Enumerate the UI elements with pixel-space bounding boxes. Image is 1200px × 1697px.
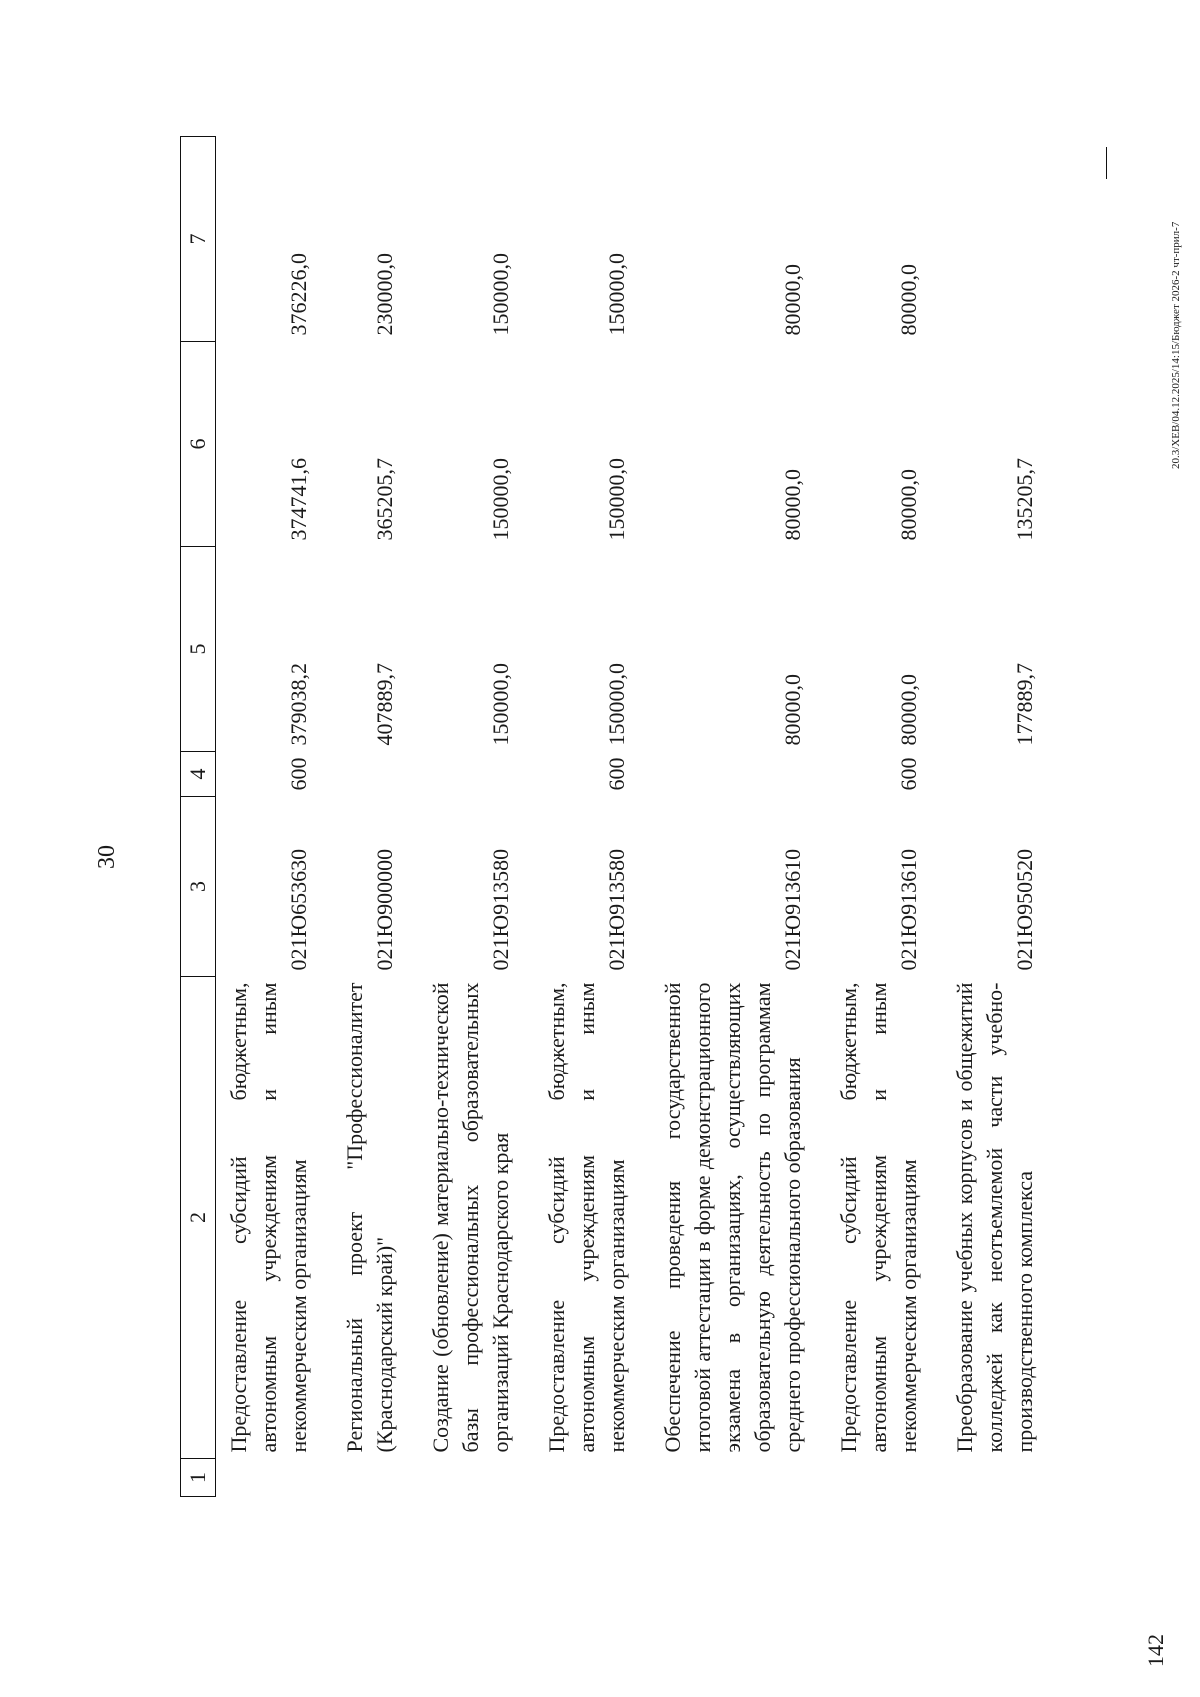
- row-value-2028: 80000,0: [896, 264, 921, 336]
- col-header-1: 1: [181, 1459, 216, 1497]
- row-number: [332, 1459, 418, 1497]
- row-number: [826, 1459, 942, 1497]
- col-header-4: 4: [181, 752, 216, 797]
- col-header-5: 5: [181, 547, 216, 752]
- row-number: [418, 1459, 534, 1497]
- sheet-number: 142: [1143, 1634, 1168, 1667]
- row-expense-type: [332, 752, 418, 797]
- row-description: Преобразование учебных корпусов и общежитий колледжей как неотъемлемой части учебно-производственного комплекса: [952, 982, 1037, 1453]
- row-expense-type: [650, 752, 826, 797]
- row-number: [650, 1459, 826, 1497]
- row-code: 021Ю913580: [604, 848, 629, 971]
- row-value-2026: 407889,7: [372, 663, 397, 746]
- col-header-3: 3: [181, 797, 216, 977]
- row-description: Предоставление субсидий бюджетным, автономным учреждениям и иным некоммерческим организациям: [226, 982, 311, 1453]
- row-description: Региональный проект "Профессионалитет (Краснодарский край)": [342, 982, 397, 1453]
- row-value-2026: 177889,7: [1012, 663, 1037, 746]
- row-expense-type: 600: [604, 757, 629, 791]
- row-value-2028: 150000,0: [604, 253, 629, 336]
- row-code: 021Ю653630: [286, 848, 311, 971]
- table-row: [418, 137, 534, 1497]
- row-expense-type: [942, 752, 1058, 797]
- col-header-6: 6: [181, 342, 216, 547]
- row-value-2028: 376226,0: [286, 253, 311, 336]
- row-value-2028: [942, 137, 1058, 342]
- row-description: Создание (обновление) материально-технической базы профессиональных образовательных организаций Краснодарского края: [428, 982, 513, 1453]
- footer-code: 20.3/ХЕВ/04.12.2025/14:15/Бюджет 2026-2 чт-прил-7: [1170, 221, 1182, 469]
- budget-table: [180, 136, 1058, 1497]
- row-description: Предоставление субсидий бюджетным, автономным учреждениям и иным некоммерческим организациям: [836, 982, 921, 1453]
- row-expense-type: 600: [896, 757, 921, 791]
- row-value-2026: 150000,0: [604, 663, 629, 746]
- table-row: [332, 137, 418, 1497]
- row-code: 021Ю913580: [488, 848, 513, 971]
- row-value-2027: 150000,0: [488, 458, 513, 541]
- table-row: [216, 137, 333, 1497]
- row-value-2026: 379038,2: [286, 663, 311, 746]
- row-code: 021Ю900000: [372, 848, 397, 971]
- row-value-2028: 150000,0: [488, 253, 513, 336]
- page-number: 30: [94, 845, 120, 869]
- row-number: [534, 1459, 650, 1497]
- row-code: 021Ю950520: [1012, 848, 1037, 971]
- table-row: [650, 137, 826, 1497]
- table-row: [942, 137, 1058, 1497]
- row-value-2028: 80000,0: [780, 264, 805, 336]
- row-value-2026: 150000,0: [488, 663, 513, 746]
- header-row: [181, 137, 216, 1497]
- row-expense-type: 600: [286, 757, 311, 791]
- table-row: [826, 137, 942, 1497]
- empty-value-dash: [1106, 147, 1107, 179]
- table-row: [534, 137, 650, 1497]
- row-value-2027: 135205,7: [1012, 458, 1037, 541]
- row-value-2027: 365205,7: [372, 458, 397, 541]
- row-value-2026: 80000,0: [896, 674, 921, 746]
- row-description: Предоставление субсидий бюджетным, автономным учреждениям и иным некоммерческим организациям: [544, 982, 629, 1453]
- col-header-2: 2: [181, 977, 216, 1459]
- row-value-2028: 230000,0: [372, 253, 397, 336]
- row-expense-type: [418, 752, 534, 797]
- row-value-2027: 150000,0: [604, 458, 629, 541]
- row-value-2027: 374741,6: [286, 458, 311, 541]
- row-value-2026: 80000,0: [780, 674, 805, 746]
- col-header-7: 7: [181, 137, 216, 342]
- row-value-2027: 80000,0: [780, 469, 805, 541]
- row-code: 021Ю913610: [896, 848, 921, 971]
- row-number: [216, 1459, 333, 1497]
- row-code: 021Ю913610: [780, 848, 805, 971]
- row-number: [942, 1459, 1058, 1497]
- row-description: Обеспечение проведения государственной итоговой аттестации в форме демонстрационного экзамена в организациях, осуществляющих образовательную деятельность по программам среднего профессионального образования: [660, 982, 805, 1453]
- row-value-2027: 80000,0: [896, 469, 921, 541]
